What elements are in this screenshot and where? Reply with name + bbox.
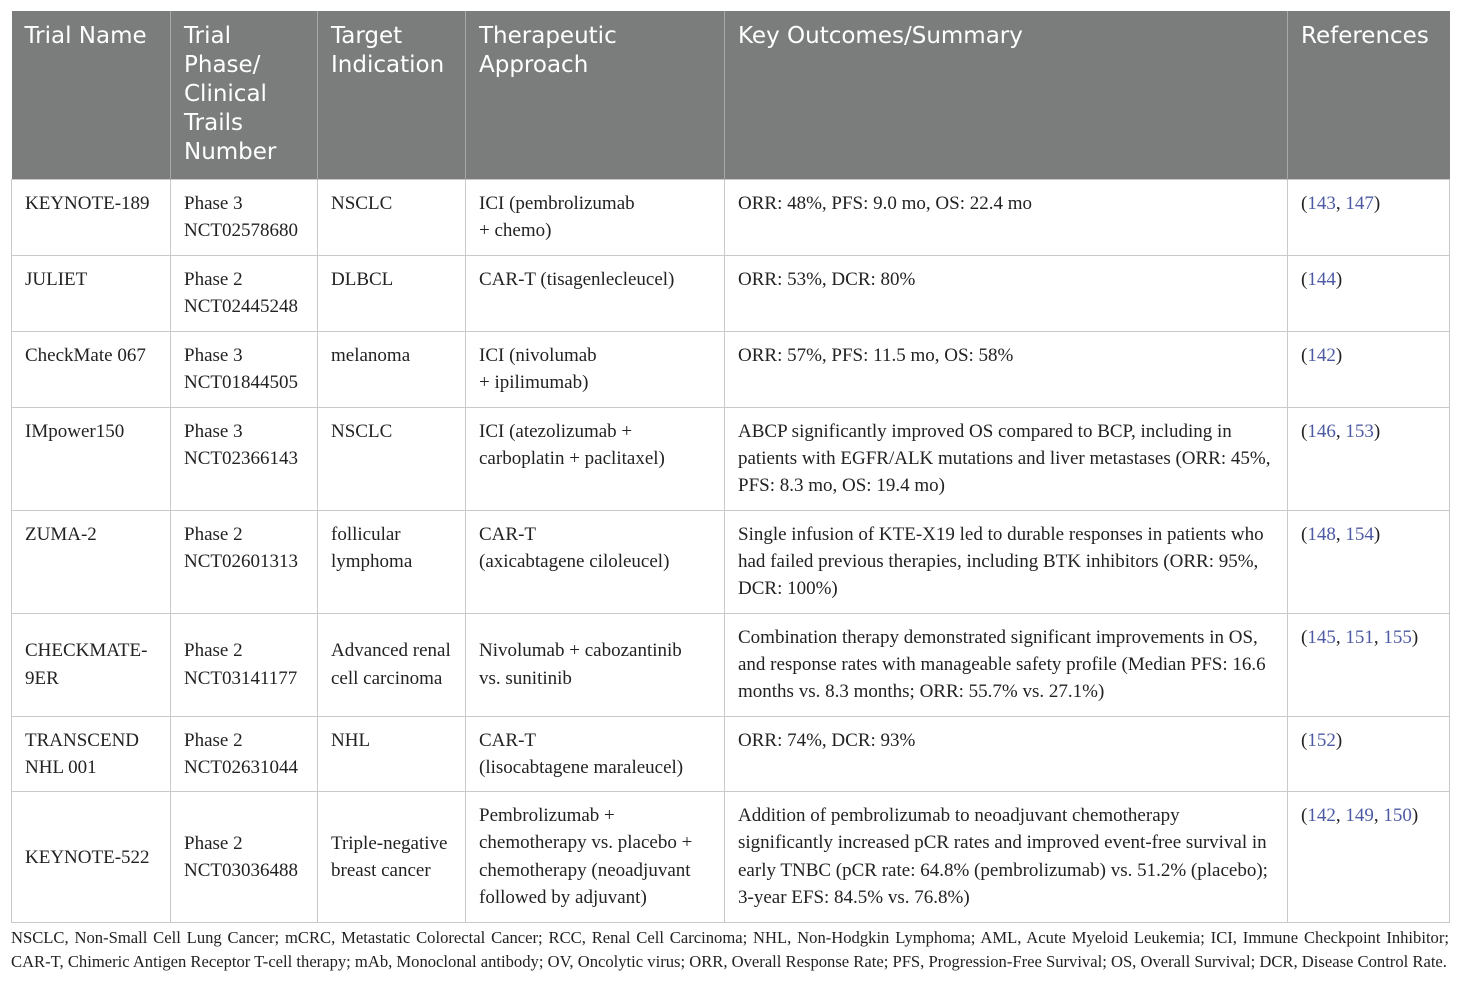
- trial-nct-number: NCT03141177: [184, 667, 298, 689]
- cell-therapeutic-approach: [466, 716, 725, 792]
- cell-references: (143, 147): [1288, 180, 1450, 256]
- cell-target-indication: [318, 716, 466, 792]
- key-outcome: ORR: 74%, DCR: 93%: [738, 729, 916, 751]
- table-row: [12, 613, 1450, 716]
- cell-target-indication: [318, 255, 466, 331]
- trial-name: TRANSCEND NHL 001: [25, 729, 140, 778]
- therapeutic-approach-line: (axicabtagene ciloleucel): [479, 550, 670, 572]
- cell-therapeutic-approach: [466, 510, 725, 613]
- reference-link[interactable]: 142: [1307, 344, 1336, 366]
- trial-name: JULIET: [25, 268, 88, 290]
- reference-link[interactable]: 142: [1307, 805, 1336, 827]
- therapeutic-approach-line: CAR-T: [479, 729, 536, 751]
- trial-name: CHECKMATE-9ER: [25, 640, 148, 689]
- cell-trial-phase: [171, 613, 318, 716]
- cell-references: (142, 149, 150): [1288, 792, 1450, 923]
- table-header: [12, 11, 1450, 180]
- cell-trial-phase: [171, 255, 318, 331]
- table-row: [12, 792, 1450, 923]
- cell-references: (144): [1288, 255, 1450, 331]
- cell-trial-phase: [171, 407, 318, 510]
- cell-target-indication: [318, 792, 466, 923]
- trial-nct-number: NCT03036488: [184, 860, 298, 882]
- cell-trial-phase: [171, 510, 318, 613]
- header-row: [12, 11, 1450, 180]
- target-indication: NSCLC: [331, 193, 393, 214]
- target-indication: Advanced renal cell carcinoma: [331, 640, 451, 689]
- therapeutic-approach-line: ICI (nivolumab: [479, 344, 597, 366]
- table-body: [12, 180, 1450, 923]
- trial-nct-number: NCT02445248: [184, 295, 298, 317]
- trial-name: KEYNOTE-189: [25, 193, 150, 214]
- table-row: [12, 716, 1450, 792]
- cell-key-outcomes: [725, 792, 1288, 923]
- table-row: [12, 510, 1450, 613]
- therapeutic-approach-line: carboplatin + paclitaxel): [479, 447, 665, 469]
- therapeutic-approach-line: + chemo): [479, 220, 552, 242]
- header-trial-phase: Trial Phase/ Clinical Trails Number: [171, 11, 318, 180]
- target-indication: Triple-negative breast cancer: [331, 832, 448, 882]
- table-row: [12, 255, 1450, 331]
- therapeutic-approach-line: + ipilimumab): [479, 371, 589, 393]
- reference-link[interactable]: 145: [1307, 626, 1336, 648]
- cell-key-outcomes: [725, 510, 1288, 613]
- cell-key-outcomes: [725, 180, 1288, 256]
- cell-target-indication: [318, 407, 466, 510]
- cell-trial-phase: [171, 331, 318, 407]
- cell-references: (148, 154): [1288, 510, 1450, 613]
- key-outcome: Single infusion of KTE-X19 led to durable responses in patients who had failed previous therapies, including BTK inhibitors (ORR: 95%, DCR: 100%): [738, 523, 1264, 600]
- cell-key-outcomes: [725, 331, 1288, 407]
- header-key-outcomes: Key Outcomes/Summary: [725, 11, 1288, 180]
- trial-nct-number: NCT01844505: [184, 371, 298, 393]
- cell-target-indication: [318, 613, 466, 716]
- cell-trial-phase: [171, 792, 318, 923]
- reference-link[interactable]: 148: [1307, 523, 1336, 545]
- table-row: [12, 407, 1450, 510]
- cell-key-outcomes: [725, 255, 1288, 331]
- therapeutic-approach-line: Nivolumab + cabozantinib: [479, 640, 682, 662]
- target-indication: NHL: [331, 729, 371, 751]
- cell-therapeutic-approach: [466, 331, 725, 407]
- therapeutic-approach-line: vs. sunitinib: [479, 667, 572, 689]
- therapeutic-approach-line: CAR-T: [479, 523, 536, 545]
- trial-name: ZUMA-2: [25, 523, 97, 545]
- cell-trial-phase: [171, 180, 318, 256]
- cell-target-indication: [318, 510, 466, 613]
- cell-trial-name: [12, 716, 171, 792]
- reference-link[interactable]: 146: [1307, 420, 1336, 442]
- key-outcome: ABCP significantly improved OS compared to BCP, including in patients with EGFR/ALK mutations and liver metastases (ORR: 45%, PFS: 8.3 mo, OS: 19.4 mo): [738, 420, 1271, 497]
- cell-trial-name: [12, 331, 171, 407]
- therapeutic-approach-line: Pembrolizumab + chemotherapy vs. placebo + chemotherapy (neoadjuvant followed by adjuvant): [479, 805, 693, 909]
- trials-table-container: [11, 11, 1449, 923]
- key-outcome: ORR: 57%, PFS: 11.5 mo, OS: 58%: [738, 344, 1014, 366]
- cell-trial-name: [12, 180, 171, 256]
- trial-nct-number: NCT02601313: [184, 550, 298, 572]
- cell-key-outcomes: [725, 613, 1288, 716]
- trial-nct-number: NCT02578680: [184, 220, 298, 242]
- cell-trial-name: [12, 510, 171, 613]
- reference-link[interactable]: 147: [1345, 193, 1374, 214]
- cell-trial-name: [12, 255, 171, 331]
- reference-link[interactable]: 155: [1383, 626, 1412, 648]
- reference-link[interactable]: 149: [1345, 805, 1374, 827]
- cell-key-outcomes: [725, 407, 1288, 510]
- target-indication: NSCLC: [331, 420, 393, 442]
- target-indication: melanoma: [331, 344, 411, 366]
- reference-link[interactable]: 150: [1383, 805, 1412, 827]
- target-indication: follicular lymphoma: [331, 523, 413, 572]
- cell-references: (146, 153): [1288, 407, 1450, 510]
- trial-name: KEYNOTE-522: [25, 846, 150, 868]
- header-references: References: [1288, 11, 1450, 180]
- cell-trial-phase: [171, 716, 318, 792]
- trial-phase: Phase 2: [184, 832, 243, 854]
- trial-phase: Phase 3: [184, 420, 243, 442]
- trial-phase: Phase 2: [184, 729, 243, 751]
- key-outcome: Combination therapy demonstrated significant improvements in OS, and response rates with manageable safety profile (Median PFS: 16.6 months vs. 8.3 months; ORR: 55.7% vs. 27.1%): [738, 626, 1266, 703]
- header-trial-name: Trial Name: [12, 11, 171, 180]
- trial-nct-number: NCT02631044: [184, 756, 298, 778]
- cell-therapeutic-approach: [466, 255, 725, 331]
- reference-link[interactable]: 143: [1307, 193, 1336, 214]
- target-indication: DLBCL: [331, 268, 394, 290]
- reference-link[interactable]: 153: [1345, 420, 1374, 442]
- cell-trial-name: [12, 613, 171, 716]
- cell-therapeutic-approach: [466, 792, 725, 923]
- key-outcome: ORR: 48%, PFS: 9.0 mo, OS: 22.4 mo: [738, 193, 1033, 214]
- cell-key-outcomes: [725, 716, 1288, 792]
- cell-therapeutic-approach: [466, 613, 725, 716]
- therapeutic-approach-line: ICI (pembrolizumab: [479, 193, 635, 214]
- cell-therapeutic-approach: [466, 180, 725, 256]
- trial-phase: Phase 2: [184, 640, 243, 662]
- therapeutic-approach-line: ICI (atezolizumab +: [479, 420, 633, 442]
- cell-target-indication: [318, 180, 466, 256]
- header-therapeutic-approach: Therapeutic Approach: [466, 11, 725, 180]
- trial-name: IMpower150: [25, 420, 125, 442]
- trial-phase: Phase 3: [184, 344, 243, 366]
- trial-phase: Phase 2: [184, 523, 243, 545]
- key-outcome: Addition of pembrolizumab to neoadjuvant chemotherapy significantly increased pCR rates and improved event-free survival in early TNBC (pCR rate: 64.8% (pembrolizumab) vs. 51.2% (placebo); 3-year EFS: 84.5% vs. 76.8%): [738, 805, 1268, 909]
- cell-references: (142): [1288, 331, 1450, 407]
- therapeutic-approach-line: (lisocabtagene maraleucel): [479, 756, 684, 778]
- reference-link[interactable]: 144: [1307, 268, 1336, 290]
- trial-phase: Phase 2: [184, 268, 243, 290]
- reference-link[interactable]: 154: [1345, 523, 1374, 545]
- key-outcome: ORR: 53%, DCR: 80%: [738, 268, 916, 290]
- trial-phase: Phase 3: [184, 193, 243, 214]
- reference-link[interactable]: 152: [1307, 729, 1336, 751]
- cell-references: (145, 151, 155): [1288, 613, 1450, 716]
- header-target-indication: Target Indication: [318, 11, 466, 180]
- reference-link[interactable]: 151: [1345, 626, 1374, 648]
- table-footnote: NSCLC, Non-Small Cell Lung Cancer; mCRC, Metastatic Colorectal Cancer; RCC, Renal Cell Carcinoma; NHL, Non-Hodgkin Lymphoma; AML, Acute Myeloid Leukemia; ICI, Immune Checkpoint Inhibitor; CAR-T, Chimeric Antigen Receptor T-cell therapy; mAb, Monoclonal antibody; OV, Oncolytic virus; ORR, Overall Response Rate; PFS, Progression-Free Survival; OS, Overall Survival; DCR, Disease Control Rate.: [11, 928, 1449, 971]
- therapeutic-approach-line: CAR-T (tisagenlecleucel): [479, 268, 675, 290]
- table-row: [12, 180, 1450, 256]
- table-row: [12, 331, 1450, 407]
- cell-target-indication: [318, 331, 466, 407]
- cell-references: (152): [1288, 716, 1450, 792]
- cell-trial-name: [12, 792, 171, 923]
- cell-therapeutic-approach: [466, 407, 725, 510]
- trial-nct-number: NCT02366143: [184, 447, 298, 469]
- cell-trial-name: [12, 407, 171, 510]
- clinical-trials-table: [11, 11, 1450, 923]
- trial-name: CheckMate 067: [25, 344, 146, 366]
